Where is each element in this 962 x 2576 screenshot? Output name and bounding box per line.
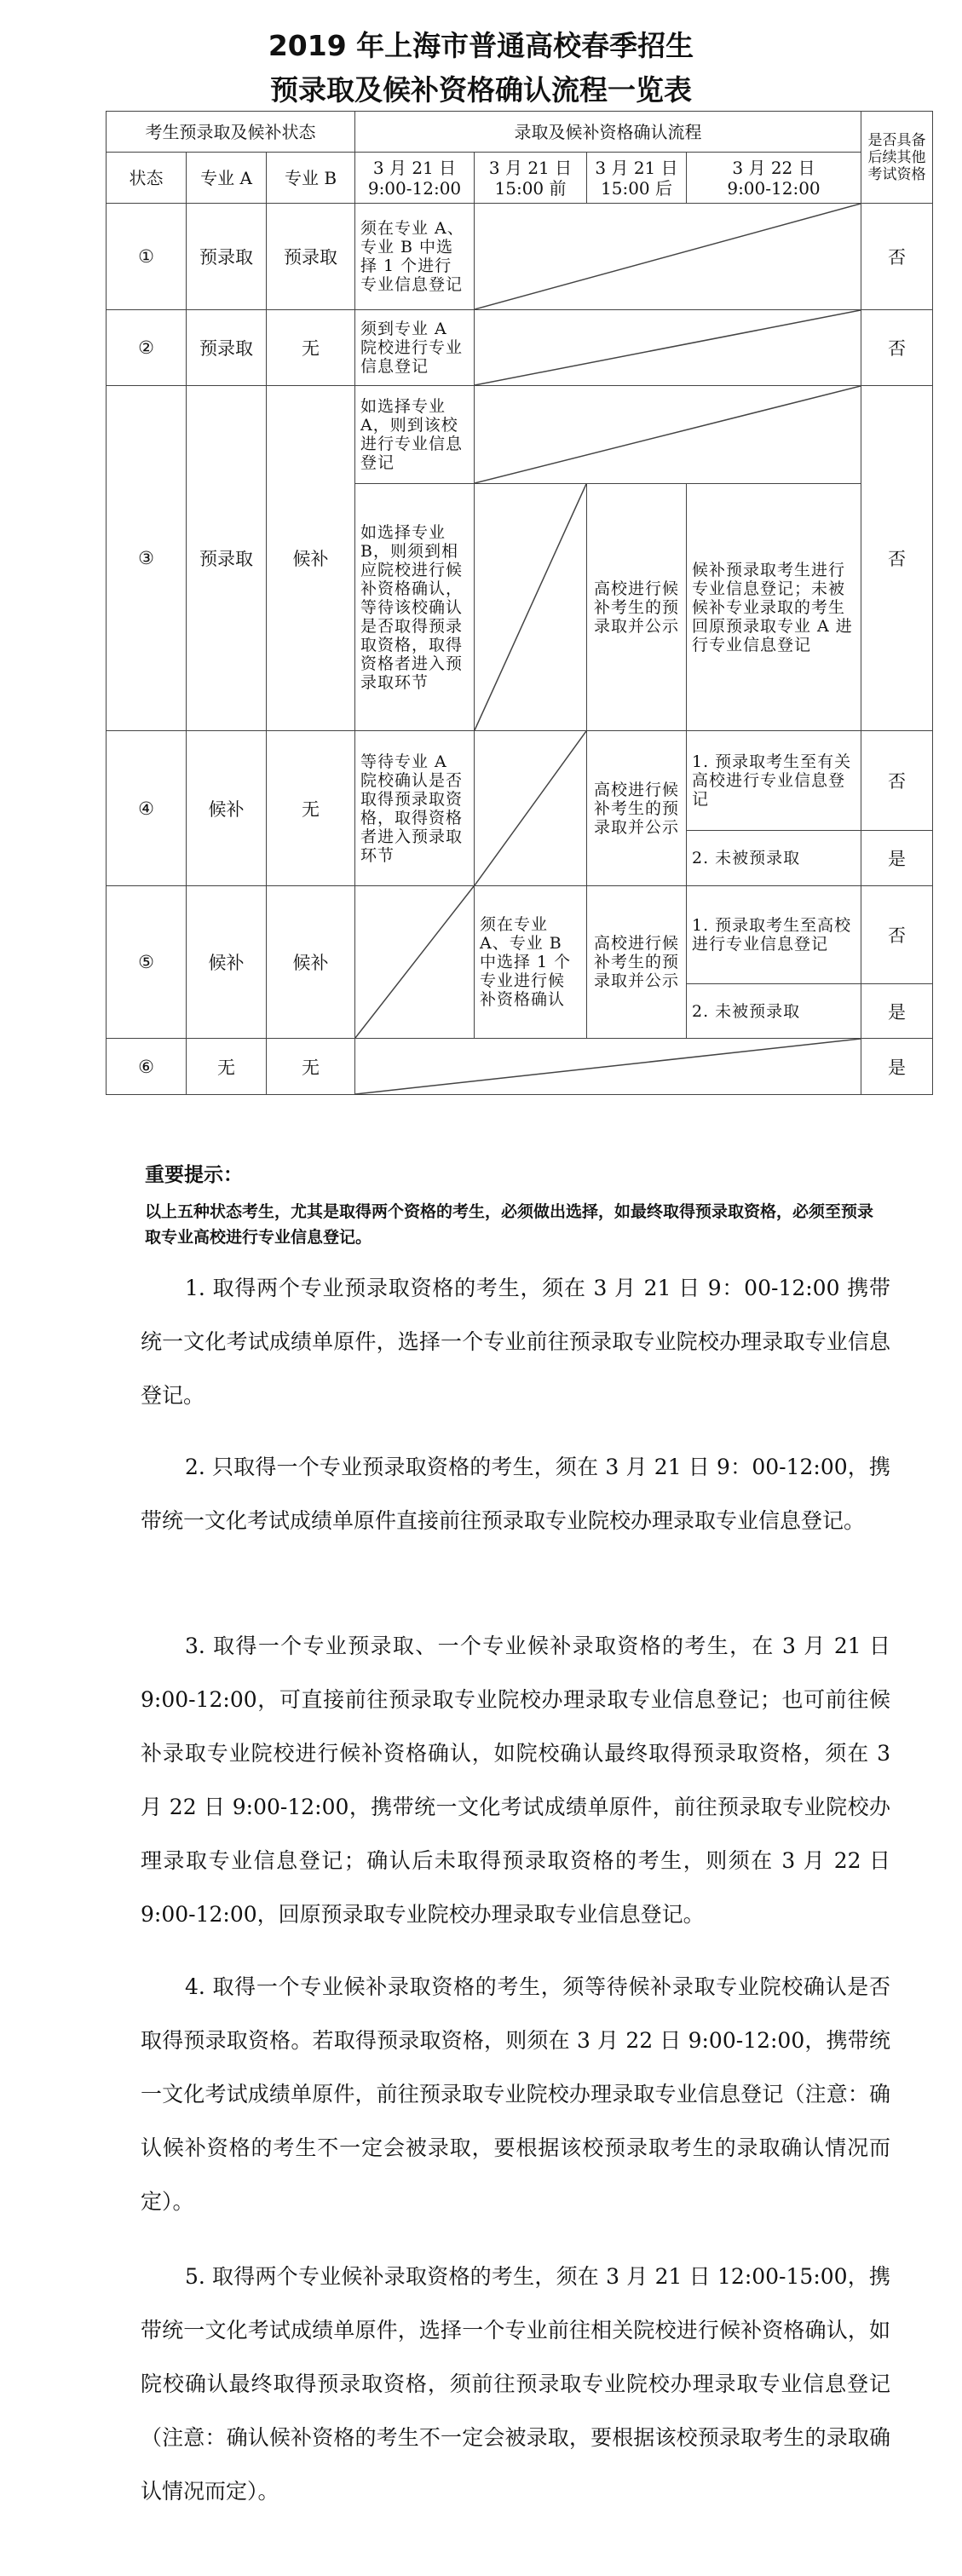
row3-major-b: 候补 [267, 386, 355, 731]
row6-major-a: 无 [187, 1039, 267, 1095]
row5-step1-diagonal [355, 886, 474, 1038]
row3-major-a: 预录取 [187, 386, 267, 731]
note-paragraph-3: 3. 取得一个专业预录取、一个专业候补录取资格的考生，在 3 月 21 日 9:00-12:00，可直接前往预录取专业院校办理录取专业信息登记；也可前往候补录取专业院校进行候补资格确认，如院校确认最终取得预录取资格，须在 3 月 22 日 9:00-12:00，携带统一文化考试成绩单原件，前往预录取专业院校办理录取专业信息登记；确认后未取得预录取资格的考生，则须在 3 月 22 日 9:00-12:00，回原预录取专业院校办理录取专业信息登记。 [141, 1634, 890, 1927]
row1-step1: 须在专业 A、专业 B 中选择 1 个进行专业信息登记 [360, 219, 464, 294]
row4-step4-not-admitted: 2. 未被预录取 [692, 849, 801, 867]
row3-step2-diagonal [475, 484, 586, 730]
row3-step1-option-a: 如选择专业 A，则到该校进行专业信息登记 [360, 397, 464, 472]
flow-table [106, 111, 933, 1095]
row4-step4-admitted: 1. 预录取考生至有关高校进行专业信息登记 [692, 752, 852, 809]
page-title-line1: 2019 年上海市普通高校春季招生 [268, 29, 694, 62]
header-time3: 3 月 21 日 15:00 后 [587, 153, 687, 204]
row1-empty-diagonal [475, 204, 861, 309]
header-time4: 3 月 22 日 9:00-12:00 [687, 153, 861, 204]
row5-step4-admitted: 1. 预录取考生至高校进行专业信息登记 [692, 916, 852, 954]
row1-status: ① [107, 204, 187, 310]
row3-other-exam: 否 [861, 386, 933, 731]
note-paragraph-4: 4. 取得一个专业候补录取资格的考生，须等待候补录取专业院校确认是否取得预录取资格。若取得预录取资格，则须在 3 月 22 日 9:00-12:00，携带统一文化考试成绩单原件，前往预录取专业院校办理录取专业信息登记（注意：确认候补资格的考生不一定会被录取，要根据该校预录取考生的录取确认情况而定）。 [141, 1974, 890, 2214]
row4-major-a: 候补 [187, 731, 267, 886]
row2-empty-diagonal [475, 310, 861, 385]
header-major-a: 专业 A [187, 153, 267, 204]
row4-step2-diagonal [475, 731, 586, 885]
row5-step3: 高校进行候补考生的预录取并公示 [593, 934, 679, 990]
row2-major-a: 预录取 [187, 310, 267, 386]
row3-empty-diagonal [475, 386, 861, 483]
note-paragraph-2: 2. 只取得一个专业预录取资格的考生，须在 3 月 21 日 9：00-12:00，携带统一文化考试成绩单原件直接前往预录取专业院校办理录取专业信息登记。 [141, 1455, 890, 1533]
row2-major-b: 无 [267, 310, 355, 386]
row3-step3: 高校进行候补考生的预录取并公示 [593, 579, 679, 636]
row2-step1: 须到专业 A 院校进行专业信息登记 [360, 320, 464, 376]
header-flow-group: 录取及候补资格确认流程 [355, 112, 861, 153]
row1-major-a: 预录取 [187, 204, 267, 310]
header-major-b: 专业 B [267, 153, 355, 204]
row4-other-exam-b: 是 [861, 831, 933, 886]
header-status-group: 考生预录取及候补状态 [107, 112, 355, 153]
page-title-line2: 预录取及候补资格确认流程一览表 [270, 73, 692, 107]
row1-other-exam: 否 [861, 204, 933, 310]
row4-step1: 等待专业 A 院校确认是否取得预录取资格，取得资格者进入预录取环节 [360, 752, 464, 865]
row4-other-exam-a: 否 [861, 731, 933, 831]
row3-step1-option-b: 如选择专业 B，则须到相应院校进行候补资格确认，等待该校确认是否取得预录取资格，取得资格者进入预录取环节 [360, 522, 464, 692]
row4-major-b: 无 [267, 731, 355, 886]
row4-status: ④ [107, 731, 187, 886]
row3-status: ③ [107, 386, 187, 731]
row2-other-exam: 否 [861, 310, 933, 386]
row5-major-a: 候补 [187, 886, 267, 1039]
row5-step4-not-admitted: 2. 未被预录取 [692, 1001, 801, 1021]
header-time2: 3 月 21 日 15:00 前 [475, 153, 587, 204]
row6-major-b: 无 [267, 1039, 355, 1095]
important-notice-title: 重要提示： [145, 1164, 243, 1186]
row2-status: ② [107, 310, 187, 386]
header-time1: 3 月 21 日 9:00-12:00 [355, 153, 475, 204]
row4-step3: 高校进行候补考生的预录取并公示 [593, 780, 679, 837]
row6-empty-diagonal [355, 1039, 861, 1094]
row5-other-exam-b: 是 [861, 984, 933, 1039]
header-status: 状态 [107, 153, 187, 204]
row6-other-exam: 是 [861, 1039, 933, 1095]
note-paragraph-1: 1. 取得两个专业预录取资格的考生，须在 3 月 21 日 9：00-12:00 携带统一文化考试成绩单原件，选择一个专业前往预录取专业院校办理录取专业信息登记。 [141, 1276, 890, 1408]
row5-other-exam-a: 否 [861, 886, 933, 984]
row5-major-b: 候补 [267, 886, 355, 1039]
important-notice-body: 以上五种状态考生，尤其是取得两个资格的考生，必须做出选择，如最终取得预录取资格，必须至预录取专业高校进行专业信息登记。 [145, 1202, 874, 1247]
row5-status: ⑤ [107, 886, 187, 1039]
row3-step4: 候补预录取考生进行专业信息登记；未被候补专业录取的考生回原预录取专业 A 进行专业信息登记 [692, 560, 853, 654]
header-other-exam: 是否具备后续其他考试资格 [861, 112, 933, 204]
note-paragraph-5: 5. 取得两个专业候补录取资格的考生，须在 3 月 21 日 12:00-15:00，携带统一文化考试成绩单原件，选择一个专业前往相关院校进行候补资格确认，如院校确认最终取得预录取资格，须前往预录取专业院校办理录取专业信息登记（注意：确认候补资格的考生不一定会被录取，要根据该校预录取考生的录取确认情况而定）。 [141, 2264, 890, 2504]
row1-major-b: 预录取 [267, 204, 355, 310]
row5-step2: 须在专业 A、专业 B 中选择 1 个专业进行候补资格确认 [480, 915, 572, 1009]
row6-status: ⑥ [107, 1039, 187, 1095]
